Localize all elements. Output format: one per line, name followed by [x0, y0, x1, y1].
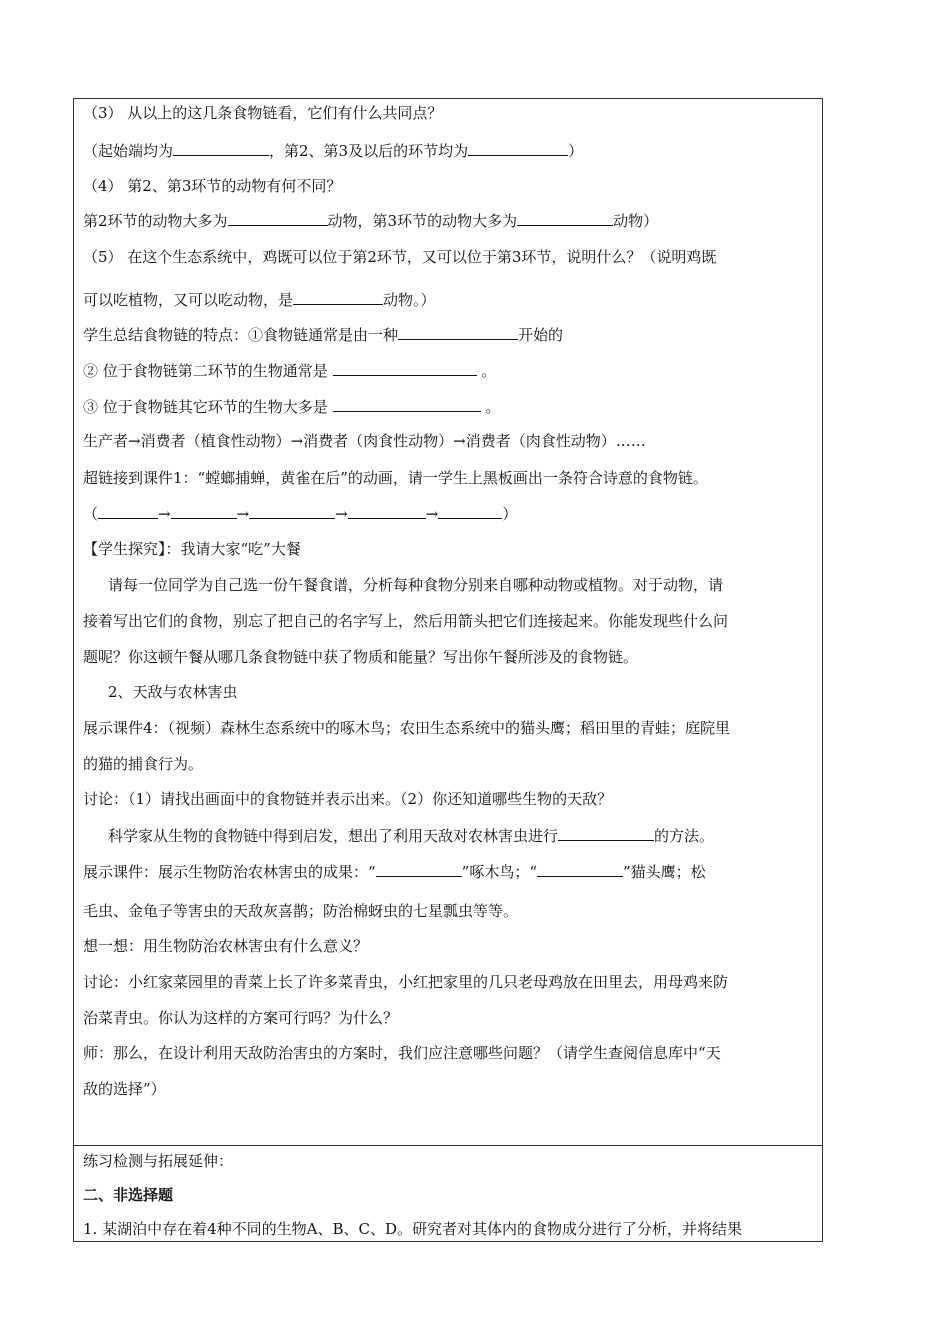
- courseware-1: 超链接到课件1：“螳螂捕蝉，黄雀在后”的动画，请一学生上黑板画出一条符合诗意的食物链。: [83, 469, 708, 487]
- fill-blank[interactable]: [438, 503, 502, 519]
- courseware-results-1: 展示课件：展示生物防治农林害虫的成果：“ ”啄木鸟；“ ”猫头鹰；松: [83, 863, 706, 881]
- practice-heading: 练习检测与拓展延伸：: [83, 1152, 234, 1170]
- discussion-2-line-1: 讨论：小红家菜园里的青菜上长了许多菜青虫，小红把家里的几只老母鸡放在田里去，用母鸡来防: [83, 973, 729, 991]
- inquiry-paragraph-3: 题呢？你这顿午餐从哪几条食物链中获了物质和能量？写出你午餐所涉及的食物链。: [83, 648, 639, 666]
- fill-blank[interactable]: [228, 210, 328, 226]
- question-1: 1. 某湖泊中存在着4种不同的生物A、B、C、D。研究者对其体内的食物成分进行了分析，并将结果: [83, 1220, 742, 1238]
- fill-blank[interactable]: [468, 140, 568, 156]
- fill-blank[interactable]: [98, 503, 158, 519]
- scientist-paragraph: 科学家从生物的食物链中得到启发，想出了利用天敌对农林害虫进行 的方法。: [108, 827, 715, 845]
- student-inquiry-heading: 【学生探究】：我请大家“吃”大餐: [83, 540, 301, 558]
- fill-blank[interactable]: [398, 324, 518, 340]
- question-3: （3） 从以上的这几条食物链看，它们有什么共同点？: [83, 104, 443, 122]
- fill-blank[interactable]: [558, 825, 654, 841]
- fill-blank[interactable]: [376, 861, 462, 877]
- fill-blank[interactable]: [333, 396, 481, 412]
- answer-5: 可以吃植物，又可以吃动物，是 动物。）: [83, 291, 436, 309]
- summary-2: ② 位于食物链第二环节的生物通常是 。: [83, 362, 497, 380]
- fill-blank[interactable]: [537, 861, 623, 877]
- fill-blank[interactable]: [173, 140, 269, 156]
- fill-blank[interactable]: [249, 503, 335, 519]
- answer-3: （起始端均为 ，第2、第3及以后的环节均为 ）: [83, 142, 584, 160]
- food-chain-blanks: （ → → → → ）: [83, 505, 518, 523]
- summary-3: ③ 位于食物链其它环节的生物大多是 。: [83, 398, 501, 416]
- courseware-4-line-1: 展示课件4：（视频）森林生态系统中的啄木鸟；农田生态系统中的猫头鹰；稻田里的青蛙；庭院里: [83, 719, 731, 737]
- fill-blank[interactable]: [517, 210, 613, 226]
- non-choice-heading: 二、非选择题: [83, 1186, 174, 1204]
- fill-blank[interactable]: [171, 503, 237, 519]
- worksheet-frame: [73, 98, 823, 1242]
- think-about: 想一想：用生物防治农林害虫有什么意义？: [83, 937, 369, 955]
- question-4: （4） 第2、第3环节的动物有何不同？: [83, 177, 342, 195]
- food-chain-pattern: 生产者→消费者（植食性动物）→消费者（肉食性动物）→消费者（肉食性动物）……: [83, 432, 646, 450]
- inquiry-paragraph-2: 接着写出它们的食物，别忘了把自己的名字写上，然后用箭头把它们连接起来。你能发现些什么问: [83, 612, 729, 630]
- teacher-line-2: 敌的选择”）: [83, 1080, 166, 1098]
- discussion-1: 讨论：（1）请找出画面中的食物链并表示出来。（2）你还知道哪些生物的天敌？: [83, 790, 613, 808]
- courseware-results-2: 毛虫、金龟子等害虫的天敌灰喜鹊；防治棉蚜虫的七星瓢虫等等。: [83, 902, 519, 920]
- section-natural-enemies: 2、天敌与农林害虫: [108, 683, 238, 701]
- fill-blank[interactable]: [333, 360, 477, 376]
- summary-1: 学生总结食物链的特点：①食物链通常是由一种 开始的: [83, 326, 564, 344]
- discussion-2-line-2: 治菜青虫。你认为这样的方案可行吗？为什么？: [83, 1009, 399, 1027]
- courseware-4-line-2: 的猫的捕食行为。: [83, 755, 204, 773]
- section-divider: [74, 1145, 822, 1146]
- fill-blank[interactable]: [293, 289, 383, 305]
- answer-4: 第2环节的动物大多为 动物，第3环节的动物大多为 动物）: [83, 212, 659, 230]
- question-5: （5） 在这个生态系统中，鸡既可以位于第2环节，又可以位于第3环节，说明什么？（说明鸡既: [83, 248, 717, 266]
- inquiry-paragraph-1: 请每一位同学为自己选一份午餐食谱，分析每种食物分别来自哪种动物或植物。对于动物，请: [108, 576, 724, 594]
- teacher-line-1: 师：那么，在设计利用天敌防治害虫的方案时，我们应注意哪些问题？（请学生查阅信息库中“天: [83, 1044, 721, 1062]
- fill-blank[interactable]: [348, 503, 426, 519]
